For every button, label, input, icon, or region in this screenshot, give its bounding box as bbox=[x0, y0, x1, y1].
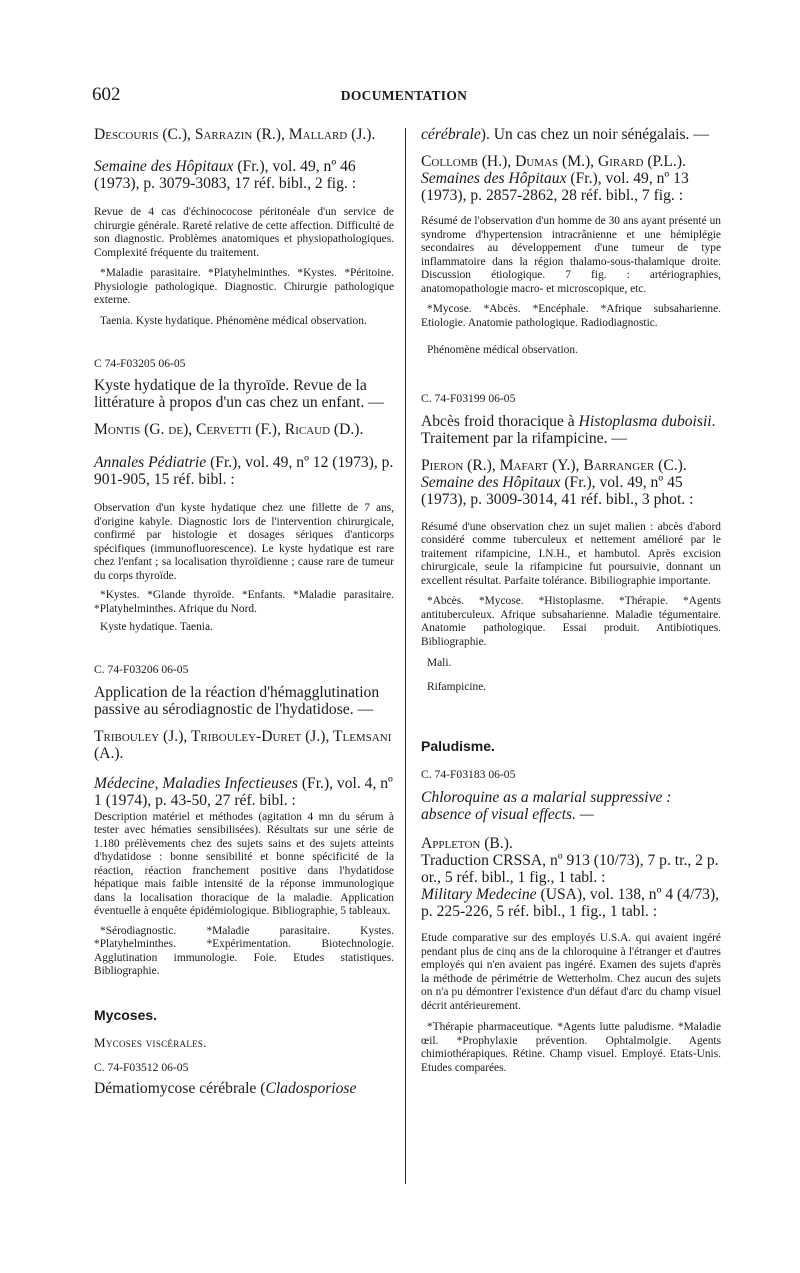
entry-title: Application de la réaction d'hémagglutination passive au sérodiagnostic de l'hydatidose. — bbox=[94, 683, 380, 718]
entry-reference: C. 74-F03183 06-05 bbox=[421, 768, 516, 781]
source-details: (Fr.), vol. 4, nº 1 (1974), p. 43-50, 27 réf. bibl. : bbox=[94, 774, 393, 809]
source-details: (Fr.), vol. 49, nº 45 (1973), p. 3009-3014, 41 réf. bibl., 3 phot. : bbox=[421, 473, 694, 508]
title-italic-part: cérébrale bbox=[421, 126, 481, 143]
entry-tribouley bbox=[94, 663, 394, 979]
title-italic-part: Histoplasma duboisii bbox=[578, 412, 712, 430]
entry-keywords: *Maladie parasitaire. *Platyhelminthes. *Kystes. *Péritoine. Physiologie pathologique. Diagnostic. Chirurgie pathologique externe. bbox=[94, 267, 394, 306]
entry-source bbox=[421, 474, 721, 508]
entry-authors: Descouris (C.), Sarrazin (R.), Mallard (J.). bbox=[94, 126, 376, 143]
entry-abstract: Observation d'un kyste hydatique chez une fillette de 7 ans, d'origine kabyle. Diagnostic lors de l'intervention chirurgicale, confirmé par histologie et dosages sériques d'anticorps spécifiques (immunofluorescence). Le kyste hydatique est rare chez l'enfant ; sa localisation thyroïdienne ; cause rare de tumeur du corps thyroïde. bbox=[94, 502, 394, 582]
entry-source bbox=[94, 454, 394, 488]
journal-name: Military Medecine bbox=[421, 886, 537, 903]
entry-keywords: Phénomène médical observation. bbox=[427, 344, 578, 356]
title-part: . Traitement par la rifampicine. — bbox=[421, 412, 716, 447]
entry-collomb-start bbox=[94, 1061, 394, 1097]
entry-abstract: Résumé de l'observation d'un homme de 30 ans ayant présenté un syndrome d'hypertension intracrânienne et une hémiplégie secondaires au développement d'une tumeur de type inflammatoire dans la région thalamo-sous-thalamique droite. Discussion étiologique. 7 fig. : artériographies, anatomopathologie macro- et microscopique, etc. bbox=[421, 215, 721, 295]
entry-title bbox=[94, 1080, 394, 1097]
entry-keywords: Taenia. Kyste hydatique. Phénomène médical observation. bbox=[100, 314, 367, 327]
entry-translation: Traduction CRSSA, nº 913 (10/73), 7 p. tr., 2 p. or., 5 réf. bibl., 1 fig., 1 tabl. : bbox=[421, 852, 719, 886]
entry-descouris bbox=[94, 126, 394, 328]
entry-abstract: Etude comparative sur des employés U.S.A. qui avaient ingéré pendant plus de cinq ans de la chloroquine à l'étranger et d'autres employés qui n'en avaient pas ingéré. Examen des sujets d'après la méthode de périmétrie de Wetterholm. Chez aucun des sujets on n'a pu démontrer l'existence d'un défaut d'arc du champ visuel décrit antérieurement. bbox=[421, 932, 721, 1012]
entry-authors: Montis (G. de), Cervetti (F.), Ricaud (D.). bbox=[94, 421, 364, 438]
source-details: (USA), vol. 138, nº 4 (4/73), p. 225-226, 5 réf. bibl., 1 fig., 1 tabl. : bbox=[421, 886, 720, 920]
title-part: Dématiomycose cérébrale ( bbox=[94, 1079, 266, 1097]
entry-title bbox=[421, 413, 721, 447]
entry-collomb-cont bbox=[421, 126, 721, 358]
entry-keywords: *Mycose. *Abcès. *Encéphale. *Afrique subsaharienne. Etiologie. Anatomie pathologique. Radiodiagnostic. bbox=[421, 303, 721, 329]
entry-source bbox=[94, 158, 394, 192]
entry-title: Kyste hydatique de la thyroïde. Revue de la littérature à propos d'un cas chez un enfant. — bbox=[94, 377, 384, 411]
section-heading-paludisme: Paludisme. bbox=[421, 738, 495, 754]
right-column bbox=[421, 126, 721, 1075]
title-part: Abcès froid thoracique à bbox=[421, 412, 579, 430]
title-italic-part: Cladosporiose bbox=[265, 1079, 357, 1097]
entry-authors: Pieron (R.), Mafart (Y.), Barranger (C.). bbox=[421, 456, 687, 474]
journal-name: Semaine des Hôpitaux bbox=[421, 473, 561, 491]
entry-title-continued bbox=[421, 126, 721, 143]
page-number: 602 bbox=[92, 84, 121, 105]
entry-keywords: *Kystes. *Glande thyroïde. *Enfants. *Maladie parasitaire. *Platyhelminthes. Afrique du Nord. bbox=[94, 589, 394, 615]
entry-source bbox=[421, 170, 721, 204]
entry-montis bbox=[94, 357, 394, 635]
entry-keywords: *Abcès. *Mycose. *Histoplasme. *Thérapie. *Agents antituberculeux. Afrique subsaharienne. Maladie tégumentaire. Anatomie pathologique. Essai produit. Antibiotiques. Bibliographie. bbox=[421, 595, 721, 648]
subsection-heading: Mycoses viscérales. bbox=[94, 1034, 207, 1050]
entry-abstract: Résumé d'une observation chez un sujet malien : abcès d'abord considéré comme tuberculeux et nettement amélioré par le traitement rifampicine, I.N.H., et hambutol. Après excision chirurgicale, seule la rifampicine fut poursuivie, donnant un excellent résultat. Parfaite tolérance. Bibiliographie importante. bbox=[421, 520, 721, 587]
journal-name: Annales Pédiatrie bbox=[94, 454, 207, 471]
journal-name: Médecine, Maladies Infectieuses bbox=[94, 774, 298, 792]
source-details: (Fr.), vol. 49, nº 12 (1973), p. 901-905, 15 réf. bibl. : bbox=[94, 454, 394, 488]
column-divider bbox=[405, 128, 406, 1184]
title-part: ). Un cas chez un noir sénégalais. — bbox=[480, 126, 709, 143]
journal-name: Semaine des Hôpitaux bbox=[94, 158, 234, 175]
source-details: (Fr.), vol. 49, nº 46 (1973), p. 3079-3083, 17 réf. bibl., 2 fig. : bbox=[94, 158, 357, 192]
entry-keywords: *Thérapie pharmaceutique. *Agents lutte paludisme. *Maladie œil. *Prophylaxie prévention. Ophtalmolgie. Agents chimiothérapiques. Rétine. Champ visuel. Employé. Etats-Unis. Etudes comparées. bbox=[421, 1021, 721, 1074]
entry-keywords: Rifampicine. bbox=[427, 680, 487, 693]
entry-keywords: Mali. bbox=[427, 657, 452, 669]
entry-authors: Appleton (B.). bbox=[421, 835, 513, 852]
entry-keywords: *Sérodiagnostic. *Maladie parasitaire. Kystes. *Platyhelminthes. *Expérimentation. Biotechnologie. Agglutination immunologie. Foie. Etudes statistiques. Bibliographie. bbox=[94, 924, 394, 977]
entry-pieron bbox=[421, 392, 721, 695]
left-column bbox=[94, 126, 394, 1097]
entry-reference: C. 74-F03199 06-05 bbox=[421, 391, 516, 405]
entry-reference: C. 74-F03206 06-05 bbox=[94, 662, 189, 676]
entry-reference: C. 74-F03512 06-05 bbox=[94, 1060, 189, 1074]
entry-abstract: Description matériel et méthodes (agitation 4 mn du sérum à tester avec hématies sensibilisées). Résultats sur une série de 1.180 prélèvements chez des sujets sains et des sujets atteints d'hydatidose : bonne sensibilité et bonne spécificité de la réaction, réaction franchement positive dans l'hydatidose hépatique mais faible intensité de la réponse immunologique dans la localisation thoracique de la maladie. Application éventuelle à enquête épidémiologique. Bibliographie, 5 tableaux. bbox=[94, 810, 394, 917]
source-details: (Fr.), vol. 49, nº 13 (1973), p. 2857-2862, 28 réf. bibl., 7 fig. : bbox=[421, 170, 689, 204]
entry-keywords: Kyste hydatique. Taenia. bbox=[100, 621, 213, 633]
section-heading-mycoses: Mycoses. bbox=[94, 1006, 158, 1023]
entry-abstract: Revue de 4 cas d'échinococose péritonéale d'un service de chirurgie générale. Rareté relative de cette affection. Difficulté de son diagnostic. Problèmes anatomiques et physiopathologiques. Complexité fréquente du traitement. bbox=[94, 206, 394, 259]
entry-reference: C 74-F03205 06-05 bbox=[94, 357, 186, 370]
entry-source bbox=[94, 775, 394, 809]
journal-name: Semaines des Hôpitaux bbox=[421, 170, 567, 187]
entry-title: Chloroquine as a malarial suppressive : absence of visual effects. — bbox=[421, 789, 672, 823]
entry-authors: Collomb (H.), Dumas (M.), Girard (P.L.). bbox=[421, 153, 686, 170]
entry-appleton bbox=[421, 768, 721, 1075]
running-head: DOCUMENTATION bbox=[340, 88, 468, 103]
entry-authors: Tribouley (J.), Tribouley-Duret (J.), Tlemsani (A.). bbox=[94, 727, 392, 762]
entry-source bbox=[421, 886, 721, 920]
